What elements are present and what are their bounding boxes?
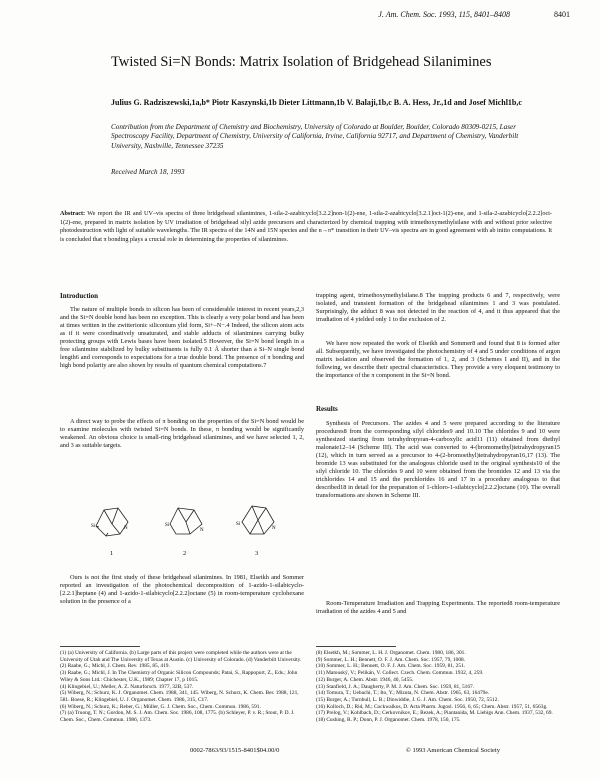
compound-structures bbox=[60, 496, 304, 566]
article-title: Twisted Si=N Bonds: Matrix Isolation of Bridgehead Silanimines bbox=[111, 54, 492, 70]
compound-label-3: 3 bbox=[255, 550, 259, 557]
page-number: 8401 bbox=[554, 10, 570, 19]
footnote: (12) Burger, A. Chem. Abstr. 1946, 40, 5455. bbox=[316, 676, 414, 683]
results-paragraph-2 bbox=[316, 600, 560, 616]
footnote-divider-right bbox=[316, 646, 396, 647]
footnote: (1) (a) University of California. (b) Large parts of this project were completed while the authors were at the University of Utah and The University of Texas at Austin. (c) University of Colorado. (d) Vanderbilt University. bbox=[60, 650, 302, 663]
body-paragraph: We have now repeated the work of Elsetkh and Sommer8 and found that 8 is formed after all. Subsequently, we have investigated the photochemistry of 4 and 5 under conditions of argon matrix isolation and observed the formation of 1, 2, and 3 (Schemes I and II), and in the following, we describe their spectral characteristics. They provide a very eloquent testimony to the importance of the π component in the Si=N bond. bbox=[316, 340, 560, 380]
introduction-heading: Introduction bbox=[60, 292, 98, 300]
footnote: (10) Sommer, L. H.; Bennett, O. F. J. Am. Chem. Soc. 1959, 81, 251. bbox=[316, 663, 466, 670]
abstract-label: Abstract: bbox=[60, 210, 86, 217]
footnote: (6) Wiberg, N.; Schurz, K.; Reber, G.; Müller, G. J. Chem. Soc., Chem. Commun. 1986, 591. bbox=[60, 703, 261, 710]
results-paragraph-1 bbox=[316, 420, 560, 500]
structure-3-drawing bbox=[232, 496, 282, 542]
body-paragraph: Synthesis of Precursors. The azides 4 and 5 were prepared according to the literature procedures8 from the corresponding silyl chlorides9 and 10.10 The chlorides 9 and 10 were synthesized starting from tetrahydropyran-4-carboxylic acid11 (11) obtained from diethyl malonate12–14 (Scheme III). The acid was converted to 4-(bromomethyl)tetrahydropyran15 (12), which in turn served as a precursor to 4-(2-bromoethyl)tetrahydropyran16,17 (13). The bromide 13 was substituted for the analogous chloride used in the original synthesis10 of the silyl chloride 10. The chlorides 9 and 10 were obtained from the bromides 12 and 13 via the trichlorides 14 and 15 and the perchlorides 16 and 17 in a procedure analogous to that described18 in detail for the preparation of 1-chloro-1-silabicyclo[2.2.2]octane (10). The overall transformations are shown in Scheme III. bbox=[316, 420, 560, 500]
svg-text:N: N bbox=[200, 528, 204, 533]
footnote: (15) Burger, A.; Turnbull, L. B.; Dinwiddie, J. G. J. Am. Chem. Soc. 1950, 72, 5512. bbox=[316, 696, 499, 703]
right-continuation-1 bbox=[316, 292, 560, 324]
intro-paragraph-2 bbox=[60, 418, 304, 450]
footnote: (4) Klingebiel, U.; Meller, A. Z. Naturforsch. 1977, 32B, 537. bbox=[60, 683, 194, 690]
article-code: 0002-7863/93/1515-8401$04.00/0 bbox=[190, 747, 280, 754]
body-paragraph: trapping agent, trimethoxymethylsilane.8 The trapping products 6 and 7, respectively, were isolated, and transient formation of the bridgehead silanimines 1 and 3 was postulated. Surprisingly, the adduct 8 was not detected in the reaction of 4, and it thus appeared that the irradiation of 4 yielded only 1 to the exclusion of 2. bbox=[316, 292, 560, 324]
footnote: (16) Kolloch, D.; Rid, M.; Cockwalkos, D. Acta Pharm. Jugosl. 1956, 6, 65; Chem. Abstr. 1957, 51, 6563g. bbox=[316, 703, 548, 710]
intro-paragraph-3 bbox=[60, 574, 304, 606]
footnote: (18) Cushing, R. P.; Donn, P. J. Organomet. Chem. 1978, 150, 175. bbox=[316, 717, 461, 724]
svg-text:N: N bbox=[272, 526, 276, 531]
running-head bbox=[60, 10, 570, 24]
author-list: Julius G. Radziszewski,1a,b* Piotr Kaszynski,1b Dieter Littmann,1b V. Balaji,1b,c B. A. Hess, Jr.,1d and Josef Michl1b,c bbox=[111, 98, 522, 107]
structure-1-drawing bbox=[88, 496, 138, 542]
body-paragraph: A direct way to probe the effects of π bonding on the properties of the Si=N bond would be to examine molecules with twisted Si=N bonds. In these, π bonding would be significantly weakened. An obvious choice is small-ring bridgehead silanimines, and we have selected 1, 2, and 3 as suitable targets. bbox=[60, 418, 304, 450]
footnotes-left bbox=[60, 650, 304, 724]
intro-paragraph-1 bbox=[60, 306, 304, 370]
footnote: (13) Stanfield, J. A.; Daugherty, P. M. J. Am. Chem. Soc. 1959, 81, 5167. bbox=[316, 683, 475, 690]
page-footer bbox=[60, 747, 560, 757]
body-paragraph: Ours is not the first study of these bridgehead silanimines. In 1981, Elsetkh and Sommer reported an investigation of the photochemical decomposition of 1-azido-1-silabicyclo-[2.2.1]heptane (4) and 1-azido-1-silabicyclo[2.2.2]octane (5) in room-temperature cyclohexane solution in the presence of a bbox=[60, 574, 304, 606]
right-continuation-2 bbox=[316, 340, 560, 380]
abstract-text: We report the IR and UV–vis spectra of three bridgehead silanimines, 1-sila-2-azabicyclo[3.2.2]non-1(2)-ene, 1-sila-2-azabicyclo[3.2.1]oct-1(2)-ene, and 1-sila-2-azabicyclo[2.2.2]oct-1(2)-ene, prepared in matrix isolation by UV irradiation of bridgehead silyl azide precursors and characterized by chemical trapping with trimethoxymethylsilane with and without prior selective photodestruction with light of suitable wavelengths. The IR spectra of the 14N and 15N species and the n→π* transition in their UV–vis spectra are in good agreement with ab initio computations. It is concluded that π bonding plays a crucial role in determining the properties of silanimines. bbox=[60, 210, 552, 243]
svg-text:Si: Si bbox=[91, 524, 96, 529]
copyright: © 1993 American Chemical Society bbox=[405, 747, 500, 754]
running-head-journal: J. Am. Chem. Soc. 1993, 115, 8401–8408 bbox=[378, 10, 510, 19]
svg-text:Si: Si bbox=[236, 522, 241, 527]
footnote: (17) Prelog, V.; Kohlbach, D.; Cerkovnikov, E.; Rezek, A.; Piantanida, M. Liebigs Ann. Chem. 1937, 532, 69. bbox=[316, 710, 553, 717]
results-heading: Results bbox=[316, 405, 338, 413]
footnote: (11) Matouský, V.; Pelikán, V. Collect. Czech. Chem. Commun. 1932, 4, 259. bbox=[316, 670, 484, 677]
svg-text:N: N bbox=[124, 526, 128, 531]
footnotes-right bbox=[316, 650, 560, 724]
footnote: (3) Raabe, G.; Michl, J. In The Chemistry of Organic Silicon Compounds; Patai, S., Rappoport, Z., Eds.; John Wiley & Sons Ltd.: Chichester, U.K., 1989; Chapter 17, p 1015. bbox=[60, 670, 298, 683]
footnote: (7) (a) Truong, T. N.; Gordon, M. S. J. Am. Chem. Soc. 1986, 108, 1775. (b) Schleyer, P. v. R.; Stout, P. D. J. Chem. Soc., Chem. Commun. 1986, 1373. bbox=[60, 710, 295, 724]
footnote: (14) Tomura, T.; Uebachi, T.; Ito, Y.; Mizuta, N. Chem. Abstr. 1965, 63, 16479e. bbox=[316, 690, 490, 697]
compound-label-1: 1 bbox=[110, 550, 114, 557]
received-date: Received March 18, 1993 bbox=[111, 168, 185, 176]
body-paragraph: Room-Temperature Irradiation and Trapping Experiments. The reported8 room-temperature irradiation of the azides 4 and 5 and bbox=[316, 600, 560, 616]
compound-label-2: 2 bbox=[183, 550, 187, 557]
footnote: (8) Elsetkh, M.; Sommer, L. H. J. Organomet. Chem. 1980, 186, 301. bbox=[316, 650, 466, 656]
footnote: (5) Wiberg, N.; Schurz, K. J. Organomet. Chem. 1988, 341, 145. Wiberg, N. Schurz, K. Chem. Ber. 1988, 121, 581. Boese, R.; Klingebiel, U. J. Organomet. Chem. 1986, 315, C17. bbox=[60, 690, 299, 703]
footnote: (2) Raabe, G.; Michl, J. Chem. Rev. 1985, 85, 419. bbox=[60, 663, 170, 670]
svg-text:Si: Si bbox=[165, 523, 170, 528]
abstract bbox=[60, 210, 552, 244]
structure-2-drawing bbox=[160, 496, 210, 542]
body-paragraph: The nature of multiple bonds to silicon has been of considerable interest in recent years,2,3 and the Si=N double bond has been no exception. This is clearly a very polar bond and has been at times written in the zwitterionic siliconium ylid form, Si+–N−.4 Indeed, the silicon atom acts as if it were coordinatively unsaturated, and stable adducts of silanimines carrying bulky protecting groups with Lewis bases have been isolated.5 However, the Si=N bond length in a free silanimine stabilized by bulky substituents is fully 0.1 Å shorter than a Si–N single bond length6 and corresponds to expectations for a true double bond. The presence of π bonding and high bond polarity are also shown by results of quantum chemical computations.7 bbox=[60, 306, 304, 370]
footnote-divider-left bbox=[60, 646, 140, 647]
affiliation: Contribution from the Department of Chemistry and Biochemistry, University of Colorado at Boulder, Boulder, Colorado 80309-0215, Laser Spectroscopy Facility, Department of Chemistry, University of California, Irvine, California 92717, and Department of Chemistry, Vanderbilt University, Nashville, Tennessee 37235 bbox=[111, 123, 519, 150]
footnote: (9) Sommer, L. H.; Bennett, O. F. J. Am. Chem. Soc. 1957, 79, 1008. bbox=[316, 656, 466, 663]
